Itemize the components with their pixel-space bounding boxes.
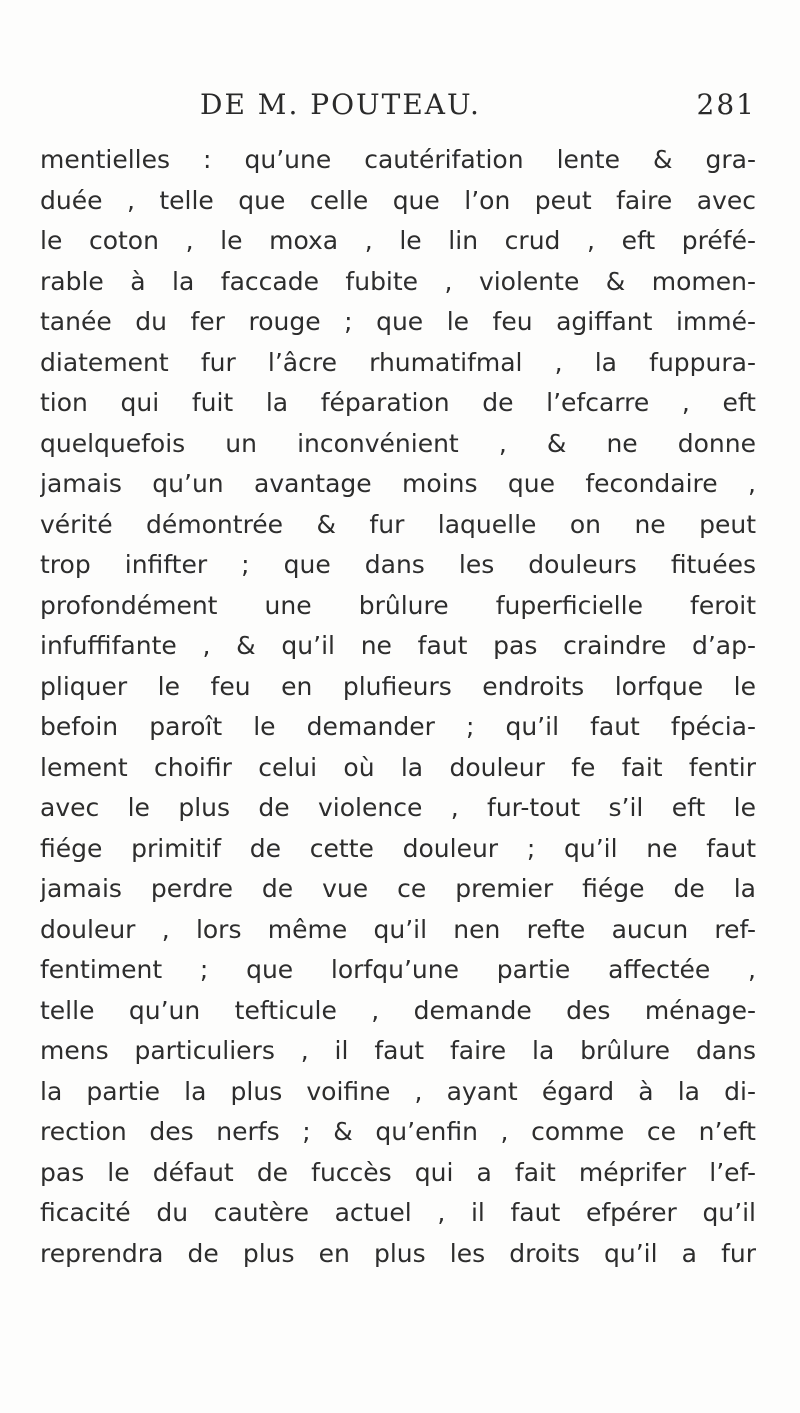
text-line: douleur , lors même qu’il nen refte aucun ref- — [40, 914, 756, 944]
text-line: jamais perdre de vue ce premier fiége de la — [40, 874, 756, 903]
text-line: vérité démontrée & fur laquelle on ne peut — [40, 509, 756, 539]
text-line: trop infifter ; que dans les douleurs fituées — [40, 550, 756, 579]
text-line: pliquer le feu en plufieurs endroits lorfque le — [40, 671, 756, 701]
text-line: quelquefois un inconvénient , & ne donne — [40, 428, 756, 458]
text-line: jamais qu’un avantage moins que fecondaire , — [40, 469, 756, 498]
text-line: mens particuliers , il faut faire la brûlure dans — [40, 1036, 756, 1065]
text-line: telle qu’un tefticule , demande des ménage- — [40, 995, 756, 1025]
text-line: duée , telle que celle que l’on peut faire avec — [40, 185, 756, 215]
text-line: ficacité du cautère actuel , il faut efpérer qu’il — [40, 1198, 756, 1227]
text-line: profondément une brûlure fuperficielle feroit — [40, 590, 756, 620]
running-title: DE M. POUTEAU. — [200, 88, 481, 121]
text-line: la partie la plus voifine , ayant égard à la di- — [40, 1076, 756, 1106]
text-line: infuffifante , & qu’il ne faut pas craindre d’ap- — [40, 631, 756, 660]
page-header — [200, 88, 756, 128]
page-number: 281 — [696, 88, 756, 121]
text-line: diatement fur l’âcre rhumatifmal , la fuppura- — [40, 347, 756, 377]
text-line: le coton , le moxa , le lin crud , eft préfé- — [40, 226, 756, 255]
text-line: fiége primitif de cette douleur ; qu’il ne faut — [40, 833, 756, 863]
text-line: tanée du fer rouge ; que le feu agiffant immé- — [40, 307, 756, 336]
text-line: avec le plus de violence , fur-tout s’il eft le — [40, 793, 756, 822]
text-line: fentiment ; que lorfqu’une partie affectée , — [40, 955, 756, 984]
text-line: befoin paroît le demander ; qu’il faut fpécia- — [40, 712, 756, 741]
text-line: tion qui fuit la féparation de l’efcarre , eft — [40, 388, 756, 417]
body-text — [40, 140, 756, 1274]
text-line: rable à la faccade fubite , violente & momen- — [40, 266, 756, 296]
text-line: pas le défaut de fuccès qui a fait méprifer l’ef- — [40, 1157, 756, 1187]
text-line: lement choifir celui où la douleur fe fait fentir — [40, 752, 756, 782]
text-line: reprendra de plus en plus les droits qu’il a fur — [40, 1238, 756, 1268]
text-line: rection des nerfs ; & qu’enfin , comme ce n’eft — [40, 1117, 756, 1146]
text-line: mentielles : qu’une cautérifation lente & gra- — [40, 145, 756, 174]
